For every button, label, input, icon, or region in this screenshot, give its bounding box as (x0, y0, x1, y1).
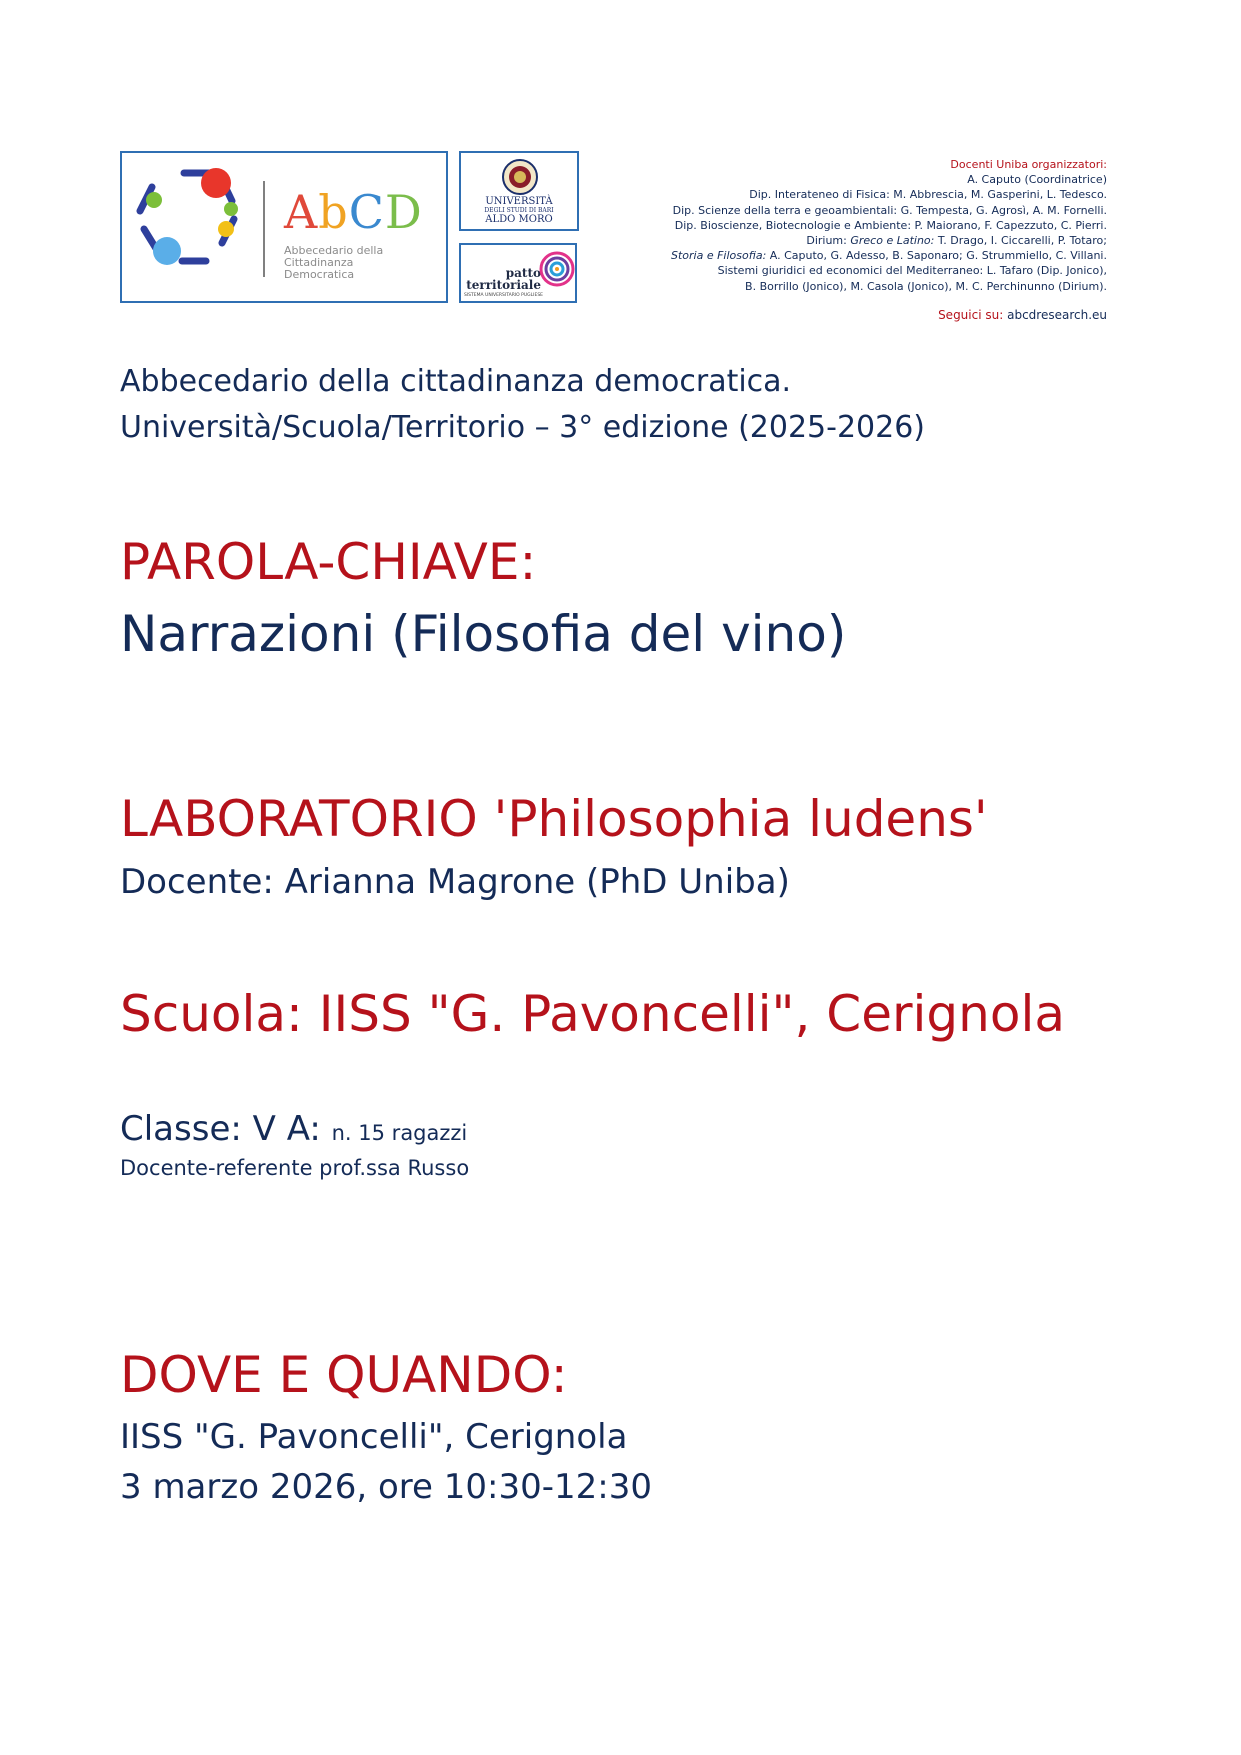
lab-title: LABORATORIO 'Philosophia ludens' (120, 790, 988, 848)
organizer-line: B. Borrillo (Jonico), M. Casola (Jonico), M. C. Perchinunno (Dirium). (745, 279, 1107, 293)
keyword-value: Narrazioni (Filosofia del vino) (120, 605, 847, 663)
fingerprint-icon (539, 249, 575, 289)
event-date: 3 marzo 2026, ore 10:30-12:30 (120, 1467, 652, 1507)
organizer-line: A. Caputo (Coordinatrice) (967, 173, 1107, 187)
abcd-wordmark: AbCD (284, 185, 423, 239)
organizer-line-storia: Storia e Filosofia: A. Caputo, G. Adesso, B. Saponaro; G. Strummiello, C. Villani. (670, 249, 1107, 263)
organizers-block (587, 157, 1107, 323)
website-link[interactable]: abcdresearch.eu (1007, 307, 1107, 322)
organizer-line: Dip. Interateneo di Fisica: M. Abbrescia, M. Gasperini, L. Tedesco. (749, 188, 1107, 202)
class-info (120, 1107, 467, 1155)
abcd-hexagon-icon (122, 153, 272, 301)
abcd-subtitle: Abbecedario della Cittadinanza Democratica (284, 244, 384, 281)
follow-us: Seguici su: abcdresearch.eu (938, 307, 1107, 322)
intro-title: Abbecedario della cittadinanza democratica. Università/Scuola/Territorio – 3° edizione (2025-2026) (120, 364, 926, 445)
where-when-label: DOVE E QUANDO: (120, 1346, 568, 1404)
keyword-label: PAROLA-CHIAVE: (120, 533, 537, 591)
organizers-heading: Docenti Uniba organizzatori: (950, 158, 1107, 171)
class-count: n. 15 ragazzi (331, 1121, 468, 1145)
class-label: Classe: V A: (120, 1109, 321, 1149)
class-referent: Docente-referente prof.ssa Russo (120, 1156, 470, 1180)
organizer-line: Dip. Scienze della terra e geoambientali: G. Tempesta, G. Agrosì, A. M. Fornelli. (672, 203, 1107, 217)
organizer-line: Sistemi giuridici ed economici del Mediterraneo: L. Tafaro (Dip. Jonico), (717, 264, 1107, 278)
school-name: Scuola: IISS "G. Pavoncelli", Cerignola (120, 985, 1065, 1043)
abcd-logo (120, 151, 448, 303)
organizer-line-dirium: Dirium: Greco e Latino: T. Drago, I. Ciccarelli, P. Totaro; (806, 234, 1107, 248)
patto-territoriale-logo: patto territoriale SISTEMA UNIVERSITARIO PUGLIESE (459, 243, 577, 303)
uniba-seal-icon (501, 158, 539, 196)
lab-teacher: Docente: Arianna Magrone (PhD Uniba) (120, 862, 790, 902)
organizer-line: Dip. Bioscienze, Biotecnologie e Ambiente: P. Maiorano, F. Capezzuto, C. Pierri. (674, 218, 1107, 232)
event-place: IISS "G. Pavoncelli", Cerignola (120, 1417, 628, 1457)
uniba-logo: UNIVERSITÀ DEGLI STUDI DI BARI ALDO MORO (459, 151, 579, 231)
